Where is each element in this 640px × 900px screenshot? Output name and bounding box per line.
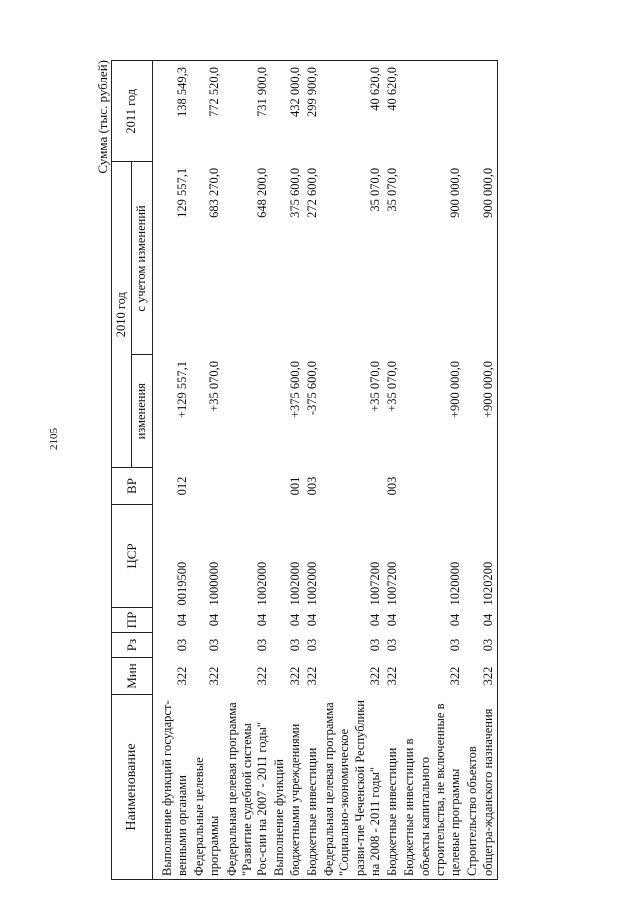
row-pr: 04 bbox=[448, 613, 462, 627]
row-rz: 03 bbox=[207, 638, 222, 652]
row-pr: 04 bbox=[255, 613, 269, 627]
row-vr bbox=[401, 468, 464, 505]
header-2010: 2010 год bbox=[112, 162, 132, 468]
row-changes: +35 070,0 bbox=[385, 360, 399, 412]
row-with-changes: 272 600,0 bbox=[304, 167, 319, 218]
header-csr: ЦСР bbox=[112, 505, 153, 608]
table-row bbox=[191, 61, 224, 880]
row-with-changes: 648 200,0 bbox=[255, 167, 269, 218]
row-vr bbox=[191, 468, 224, 505]
row-pr: 04 bbox=[464, 608, 497, 633]
row-2011: 138 549,3 bbox=[159, 61, 192, 162]
row-rz: 03 bbox=[367, 638, 382, 652]
row-min: 322 bbox=[174, 666, 189, 686]
row-rz: 03 bbox=[448, 638, 462, 652]
row-2011: 40 620,0 bbox=[384, 61, 401, 162]
row-csr: 1002000 bbox=[255, 561, 269, 606]
row-csr: 1002000 bbox=[304, 561, 319, 606]
row-name: Бюджетные инвестиции bbox=[304, 695, 321, 880]
row-changes: -375 600,0 bbox=[304, 360, 319, 416]
header-changes: изменения bbox=[132, 355, 152, 468]
row-min: 322 bbox=[255, 666, 269, 686]
row-csr: 1007200 bbox=[385, 561, 399, 606]
header-2011: 2011 год bbox=[112, 61, 153, 162]
row-2011: 432 000,0 bbox=[271, 61, 304, 162]
row-csr: 1020000 bbox=[448, 561, 462, 606]
row-with-changes: 375 600,0 bbox=[287, 167, 302, 218]
table-row bbox=[321, 61, 384, 880]
table-row bbox=[159, 61, 192, 880]
table-row bbox=[271, 61, 304, 880]
row-with-changes: 900 000,0 bbox=[464, 162, 497, 355]
row-name: Выполнение функций государст-венными органами bbox=[159, 695, 192, 880]
header-name: Наименование bbox=[112, 695, 153, 880]
row-min: 322 bbox=[287, 666, 302, 686]
row-name: Строительство объектов общегра-жданского назначения bbox=[464, 695, 497, 880]
table-row bbox=[384, 61, 401, 880]
row-with-changes: 35 070,0 bbox=[385, 167, 399, 212]
row-name: Бюджетные инвестиции в объекты капитального строительства, не включенные в целевые программы bbox=[401, 695, 464, 880]
row-csr: 1007200 bbox=[367, 561, 382, 606]
row-min: 322 bbox=[464, 658, 497, 695]
row-2011 bbox=[401, 61, 464, 162]
rotated-page bbox=[95, 60, 565, 880]
row-rz: 03 bbox=[464, 633, 497, 658]
row-changes: +35 070,0 bbox=[207, 360, 222, 412]
row-rz: 03 bbox=[174, 638, 189, 652]
table-row bbox=[464, 61, 497, 880]
row-2011: 299 900,0 bbox=[304, 61, 321, 162]
row-rz: 03 bbox=[255, 638, 269, 652]
row-vr: 003 bbox=[304, 476, 319, 496]
row-2011: 772 520,0 bbox=[191, 61, 224, 162]
table-body bbox=[152, 61, 497, 880]
budget-table bbox=[111, 60, 498, 880]
row-rz: 03 bbox=[304, 638, 319, 652]
row-changes: +375 600,0 bbox=[287, 360, 302, 419]
row-vr bbox=[321, 468, 384, 505]
row-pr: 04 bbox=[367, 613, 382, 627]
table-row bbox=[401, 61, 464, 880]
table-row bbox=[304, 61, 321, 880]
row-min: 322 bbox=[304, 666, 319, 686]
row-changes bbox=[224, 355, 272, 468]
row-pr: 04 bbox=[287, 613, 302, 627]
row-pr: 04 bbox=[207, 613, 222, 627]
row-min: 322 bbox=[207, 666, 222, 686]
header-min: Мин bbox=[112, 658, 153, 695]
row-csr: 0019500 bbox=[174, 561, 189, 606]
row-vr: 012 bbox=[174, 476, 189, 496]
row-name: Федеральная целевая программа "Социально-экономическое разви-тие Чеченской Республики на 2008 - 2011 годы" bbox=[321, 695, 384, 880]
row-2011 bbox=[464, 61, 497, 162]
row-pr: 04 bbox=[174, 613, 189, 627]
row-min: 322 bbox=[385, 666, 399, 686]
row-min: 322 bbox=[448, 666, 462, 686]
header-rz: Рз bbox=[112, 633, 153, 658]
row-vr: 001 bbox=[287, 476, 302, 496]
row-vr bbox=[224, 468, 272, 505]
row-name: Федеральная целевая программа "Развитие судебной системы Рос-сии на 2007 - 2011 годы" bbox=[224, 695, 272, 880]
row-name: Бюджетные инвестиции bbox=[384, 695, 401, 880]
header-pr: ПР bbox=[112, 608, 153, 633]
row-changes: +35 070,0 bbox=[367, 360, 382, 412]
row-csr: 1020200 bbox=[464, 505, 497, 608]
row-vr bbox=[464, 468, 497, 505]
row-with-changes: 35 070,0 bbox=[367, 167, 382, 212]
row-with-changes: 129 557,1 bbox=[174, 167, 189, 218]
row-pr: 04 bbox=[385, 613, 399, 627]
row-min: 322 bbox=[367, 666, 382, 686]
header-with-changes: с учетом изменений bbox=[132, 162, 152, 355]
row-changes: +129 557,1 bbox=[174, 360, 189, 419]
row-2011: 731 900,0 bbox=[224, 61, 272, 162]
row-with-changes: 900 000,0 bbox=[448, 167, 462, 218]
page-number: 2105 bbox=[48, 428, 60, 450]
row-changes: +900 000,0 bbox=[448, 360, 462, 419]
header-vr: ВР bbox=[112, 468, 153, 505]
units-label: Сумма (тыс. рублей) bbox=[95, 60, 110, 174]
table-row bbox=[224, 61, 272, 880]
row-name: Федеральные целевые программы bbox=[191, 695, 224, 880]
row-changes: +900 000,0 bbox=[464, 355, 497, 468]
row-rz: 03 bbox=[385, 638, 399, 652]
row-rz: 03 bbox=[287, 638, 302, 652]
row-pr: 04 bbox=[304, 613, 319, 627]
row-name: Выполнение функций бюджетными учреждениями bbox=[271, 695, 304, 880]
row-2011: 40 620,0 bbox=[321, 61, 384, 162]
row-csr: 1002000 bbox=[287, 561, 302, 606]
row-csr: 1000000 bbox=[207, 561, 222, 606]
row-with-changes: 683 270,0 bbox=[207, 167, 222, 218]
row-vr: 003 bbox=[385, 476, 399, 496]
